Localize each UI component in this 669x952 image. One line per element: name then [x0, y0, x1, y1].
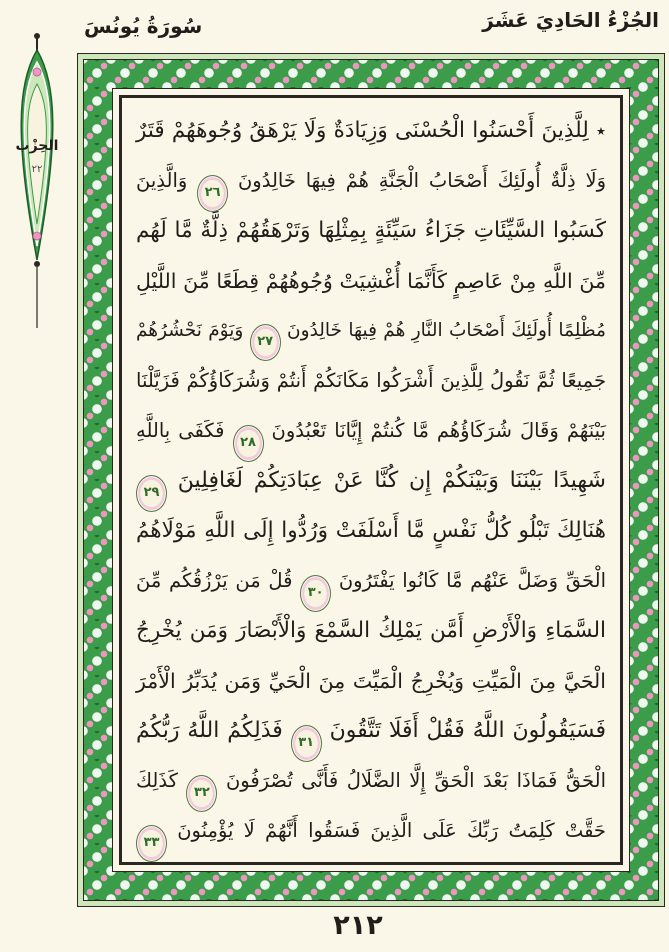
quran-text-segment: الْحَقُّ فَمَاذَا بَعْدَ الْحَقِّ إِلَّا الضَّلَالُ فَأَنَّى تُصْرَفُونَ — [225, 769, 606, 792]
quran-line — [136, 556, 606, 606]
juz-label: الجُزْءُ الحَادِيَ عَشَرَ — [482, 8, 659, 32]
verse-number: ٣١ — [298, 735, 315, 750]
hizb-label: الحِزْب — [15, 138, 59, 154]
quran-text-segment: السَّمَاءِ وَالْأَرْضِ أَمَّن يَمْلِكُ السَّمْعَ وَالْأَبْصَارَ وَمَن يُخْرِجُ — [136, 618, 606, 643]
quran-line — [136, 706, 606, 756]
quran-line — [136, 306, 606, 356]
quran-line — [136, 506, 606, 556]
verse-number: ٢٦ — [204, 185, 221, 200]
ornate-border — [78, 54, 664, 906]
quran-text-segment: وَيَوْمَ نَحْشُرُهُمْ — [136, 320, 244, 341]
verse-end-marker — [136, 825, 167, 862]
quran-line — [136, 806, 606, 856]
quran-text-segment: جَمِيعًا ثُمَّ نَقُولُ لِلَّذِينَ أَشْرَكُوا مَكَانَكُمْ أَنتُمْ وَشُرَكَاؤُكُمْ فَزَيَّلْنَا — [136, 369, 606, 392]
quran-line — [136, 106, 606, 156]
page-number: ٢١٢ — [333, 910, 383, 941]
quran-line — [136, 656, 606, 706]
hizb-medallion — [4, 28, 70, 334]
quran-text-segment: الْحَقِّ وَضَلَّ عَنْهُم مَّا كَانُوا يَفْتَرُونَ — [338, 569, 606, 592]
medallion-top-bulb — [34, 33, 40, 39]
surah-label: سُورَةُ يُونُسَ — [84, 14, 203, 38]
quran-line — [136, 206, 606, 256]
quran-text-segment: هُنَالِكَ تَبْلُو كُلُّ نَفْسٍ مَّا أَسْلَفَتْ وَرُدُّوا إِلَى اللَّهِ مَوْلَاهُمُ — [136, 518, 606, 543]
quran-text-segment: حَقَّتْ كَلِمَتُ رَبِّكَ عَلَى الَّذِينَ فَسَقُوا أَنَّهُمْ لَا يُؤْمِنُونَ — [177, 819, 606, 842]
quran-text-segment: بَيْنَهُمْ وَقَالَ شُرَكَاؤُهُم مَّا كُنتُمْ إِيَّانَا تَعْبُدُونَ — [271, 419, 606, 442]
medallion-pink-dot-top — [33, 68, 41, 76]
quran-text-segment: الْحَيَّ مِنَ الْمَيِّتِ وَيُخْرِجُ الْمَيِّتَ مِنَ الْحَيِّ وَمَن يُدَبِّرُ الْأَمْرَ — [136, 669, 606, 693]
quran-text-segment: وَلَا ذِلَّةٌ أُولَئِكَ أَصْحَابُ الْجَنَّةِ هُمْ فِيهَا خَالِدُونَ — [237, 169, 606, 192]
quran-text-segment: مِّنَ اللَّهِ مِنْ عَاصِمٍ كَأَنَّمَا أُغْشِيَتْ وُجُوهُهُمْ قِطَعًا مِّنَ اللَّيْلِ — [136, 269, 606, 293]
quran-line — [136, 156, 606, 206]
quran-line — [136, 256, 606, 306]
hizb-number: ٢٢ — [31, 164, 43, 175]
verse-number: ٢٩ — [143, 485, 160, 500]
quran-text-segment: فَكَفَى بِاللَّهِ — [136, 419, 225, 442]
verse-number: ٣٣ — [143, 835, 160, 850]
quran-text-segment: لِلَّذِينَ أَحْسَنُوا الْحُسْنَى وَزِيَادَةٌ وَلَا يَرْهَقُ وُجُوهَهُمْ قَتَرٌ — [136, 118, 589, 143]
quran-text-segment: كَسَبُوا السَّيِّئَاتِ جَزَاءُ سَيِّئَةٍ بِمِثْلِهَا وَتَرْهَقُهُمْ ذِلَّةٌ مَّا لَهُم — [136, 218, 606, 243]
quran-text-segment: وَالَّذِينَ — [136, 169, 188, 192]
quran-line — [136, 406, 606, 456]
quran-line — [136, 756, 606, 806]
quran-text-area — [136, 106, 606, 854]
hizb-start-icon: ٭ — [596, 121, 606, 142]
verse-number: ٢٧ — [257, 334, 274, 349]
quran-text-segment: فَسَيَقُولُونَ اللَّهُ فَقُلْ أَفَلَا تَتَّقُونَ — [329, 718, 606, 743]
quran-line — [136, 356, 606, 406]
medallion-pink-dot-bottom — [33, 232, 41, 240]
quran-text-segment: مُظْلِمًا أُولَئِكَ أَصْحَابُ النَّارِ هُمْ فِيهَا خَالِدُونَ — [287, 320, 606, 341]
verse-number: ٣٠ — [307, 585, 324, 600]
quran-text-segment: كَذَلِكَ — [136, 769, 178, 792]
quran-line — [136, 456, 606, 506]
quran-text-segment: قُلْ مَن يَرْزُقُكُم مِّنَ — [136, 569, 293, 592]
inner-frame — [119, 95, 623, 865]
quran-line — [136, 606, 606, 656]
verse-number: ٣٢ — [193, 785, 210, 800]
quran-text-segment: شَهِيدًا بَيْنَنَا وَبَيْنَكُمْ إِن كُنَّا عَنْ عِبَادَتِكُمْ لَغَافِلِينَ — [177, 468, 606, 493]
quran-text-segment: فَذَلِكُمُ اللَّهُ رَبُّكُمُ — [136, 718, 283, 743]
verse-number: ٢٨ — [240, 435, 256, 450]
